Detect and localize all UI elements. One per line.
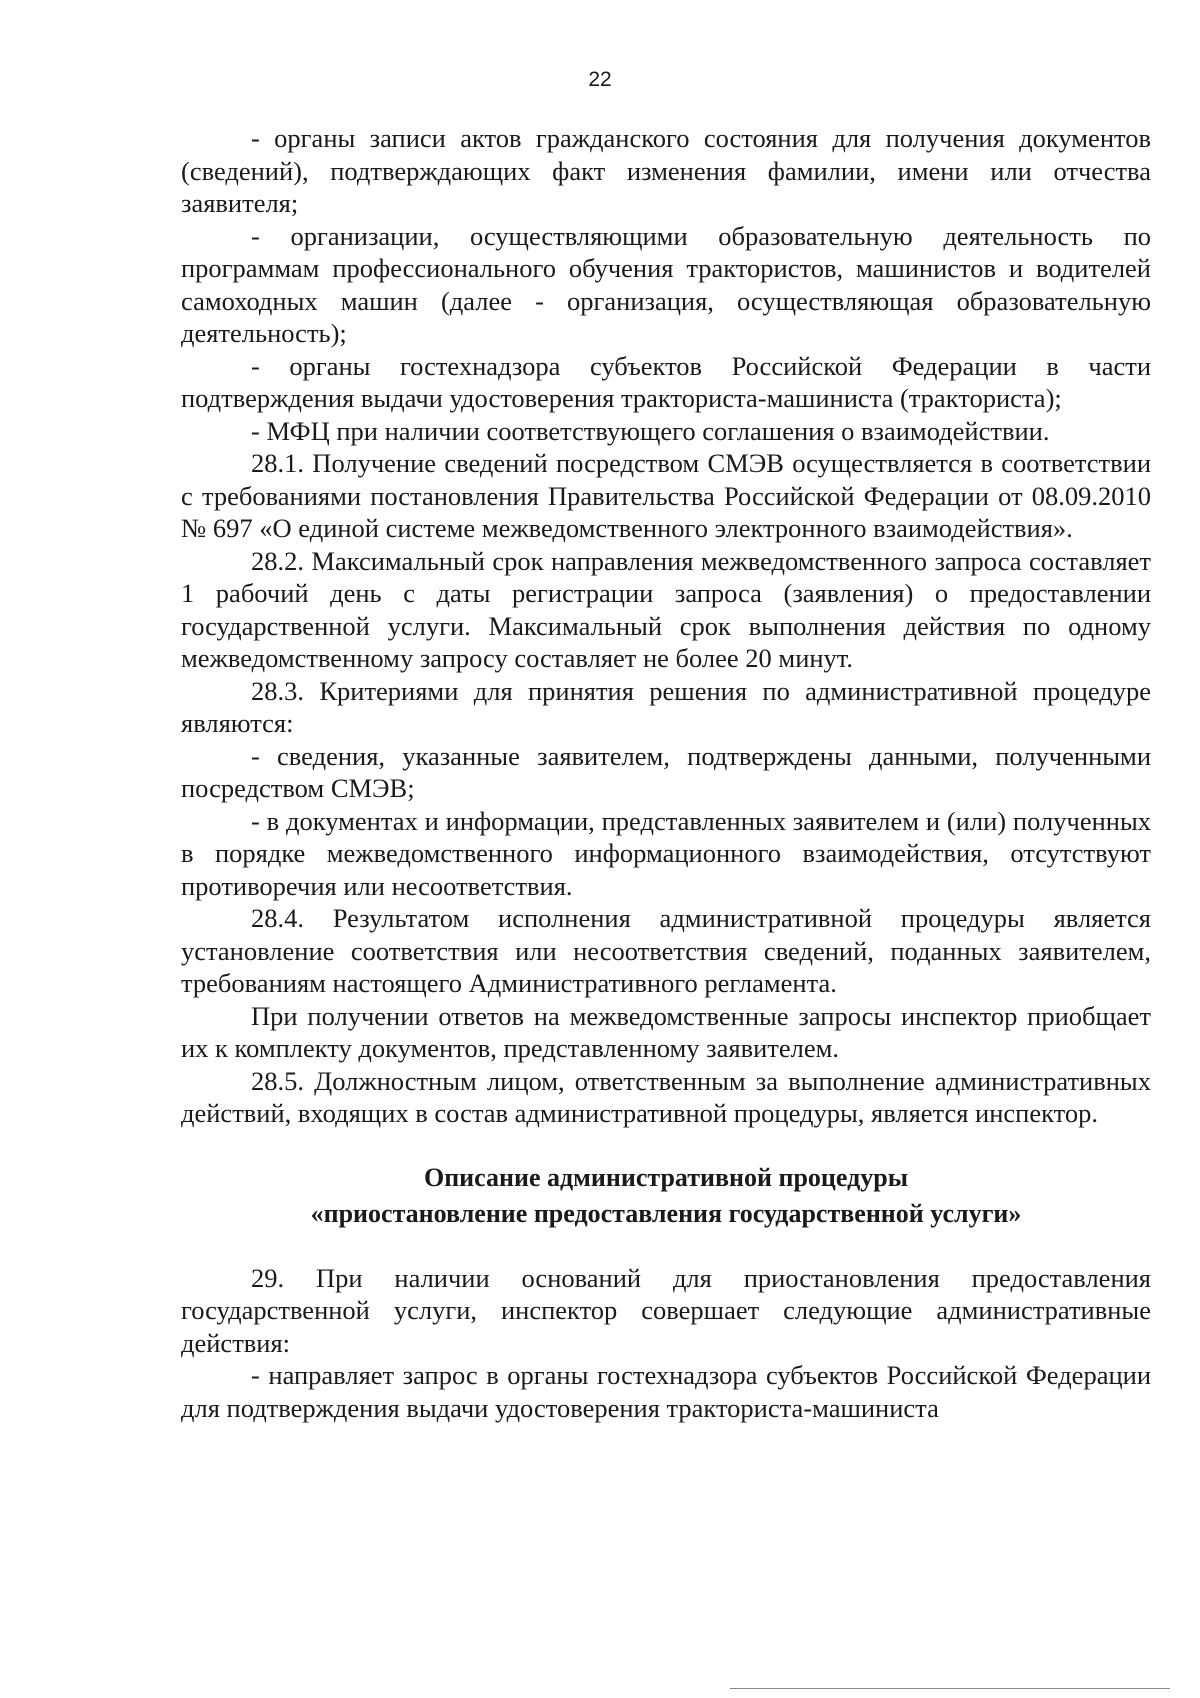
paragraph-28-2: 28.2. Максимальный срок направления межведомственного запроса составляет 1 рабочий день с даты регистрации запроса (заявления) о предоставлении государственной услуги. Максимальный срок выполнения действия по одному межведомственному запросу составляет не более 20 минут. <box>181 545 1151 673</box>
paragraph-registry-offices: - органы записи актов гражданского состояния для получения документов (сведений), подтверждающих факт изменения фамилии, имени или отчества заявителя; <box>181 123 1151 218</box>
paragraph-28-3: 28.3. Критериями для принятия решения по административной процедуре являются: <box>181 675 1151 738</box>
section-heading-line-1: Описание административной процедуры <box>423 1162 909 1192</box>
section-heading-line-2: «приостановление предоставления государственной услуги» <box>310 1198 1022 1228</box>
paragraph-responses-attached: При получении ответов на межведомственные запросы инспектор приобщает их к комплекту документов, представленному заявителем. <box>181 1000 1151 1063</box>
paragraph-28-1: 28.1. Получение сведений посредством СМЭВ осуществляется в соответствии с требованиями постановления Правительства Российской Федерации от 08.09.2010 № 697 «О единой системе межведомственного электронного взаимодействия». <box>181 448 1151 543</box>
paragraph-send-request: - направляет запрос в органы гостехнадзора субъектов Российской Федерации для подтверждения выдачи удостоверения тракториста-машиниста <box>181 1360 1151 1423</box>
paragraph-gostekhnadzor-bodies: - органы гостехнадзора субъектов Российской Федерации в части подтверждения выдачи удостоверения тракториста-машиниста (тракториста); <box>181 350 1151 413</box>
section-heading <box>181 1160 1151 1232</box>
document-body <box>181 122 1151 1424</box>
paragraph-28-4: 28.4. Результатом исполнения административной процедуры является установление соответствия или несоответствия сведений, поданных заявителем, требованиям настоящего Административного регламента. <box>181 903 1151 998</box>
page-bottom-rule <box>730 1688 1170 1689</box>
paragraph-28-5: 28.5. Должностным лицом, ответственным за выполнение административных действий, входящих в состав административной процедуры, является инспектор. <box>181 1065 1151 1128</box>
paragraph-educational-organizations: - организации, осуществляющими образовательную деятельность по программам профессионального обучения трактористов, машинистов и водителей самоходных машин (далее - организация, осуществляющая образовательную деятельность); <box>181 220 1151 348</box>
paragraph-criterion-confirmed: - сведения, указанные заявителем, подтверждены данными, полученными посредством СМЭВ; <box>181 740 1151 803</box>
page-number: 22 <box>588 68 612 91</box>
paragraph-criterion-no-contradictions: - в документах и информации, представленных заявителем и (или) полученных в порядке межведомственного информационного взаимодействия, отсутствуют противоречия или несоответствия. <box>181 805 1151 901</box>
paragraph-mfc: - МФЦ при наличии соответствующего соглашения о взаимодействии. <box>251 415 1050 446</box>
paragraph-29: 29. При наличии оснований для приостановления предоставления государственной услуги, инспектор совершает следующие административные действия: <box>181 1262 1151 1358</box>
